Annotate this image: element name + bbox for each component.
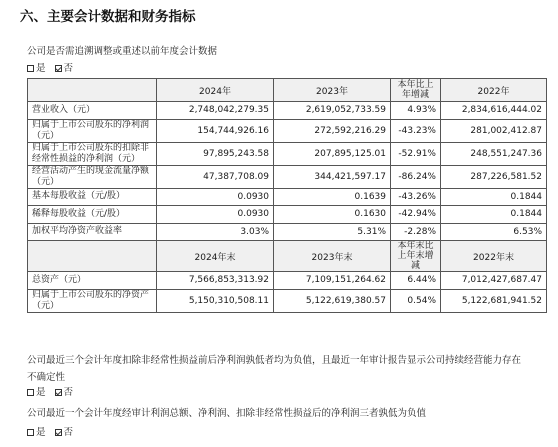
table-header-row	[28, 241, 547, 272]
checkbox-checked-icon[interactable]	[55, 65, 62, 72]
table-cell: 7,109,151,264.62	[274, 272, 391, 290]
table-cell: 5,122,681,941.52	[441, 289, 547, 312]
table-header-cell: 2022年末	[441, 241, 547, 272]
table-row	[28, 206, 547, 224]
row-label: 经营活动产生的现金流量净额（元）	[28, 165, 157, 188]
checkbox-unchecked-icon[interactable]	[27, 389, 34, 396]
table-cell: 4.93%	[391, 102, 441, 120]
row-label: 基本每股收益（元/股）	[28, 188, 157, 206]
table-cell: 2,748,042,279.35	[157, 102, 274, 120]
table-header-cell	[28, 79, 157, 102]
option-no[interactable]: 否	[55, 63, 74, 74]
table-cell: 6.53%	[441, 223, 547, 241]
negative-profit-note: 公司最近一个会计年度经审计利润总额、净利润、扣除非经常性损益后的净利润三者孰低为负值	[27, 408, 427, 419]
table-header-cell: 本年末比上年末增减	[391, 241, 441, 272]
table-cell: 0.1844	[441, 206, 547, 224]
row-label: 营业收入（元）	[28, 102, 157, 120]
option-yes[interactable]: 是	[27, 427, 46, 438]
table-cell: -42.94%	[391, 206, 441, 224]
negative-profit-options	[27, 424, 79, 438]
table-cell: -2.28%	[391, 223, 441, 241]
table-header-cell: 2024年	[157, 79, 274, 102]
table-header-cell: 2023年末	[274, 241, 391, 272]
option-no[interactable]: 否	[55, 427, 74, 438]
table-cell: 97,895,243.58	[157, 142, 274, 165]
table-cell: 0.0930	[157, 188, 274, 206]
table-header-cell: 2022年	[441, 79, 547, 102]
row-label: 归属于上市公司股东的扣除非经常性损益的净利润（元）	[28, 142, 157, 165]
table-cell: 0.1844	[441, 188, 547, 206]
table-cell: 287,226,581.52	[441, 165, 547, 188]
table-cell: -52.91%	[391, 142, 441, 165]
section-heading: 六、主要会计数据和财务指标	[20, 9, 196, 25]
table-row	[28, 102, 547, 120]
table-row	[28, 289, 547, 312]
table-cell: 3.03%	[157, 223, 274, 241]
table-row	[28, 165, 547, 188]
table-cell: 344,421,597.17	[274, 165, 391, 188]
table-cell: 281,002,412.87	[441, 119, 547, 142]
table-cell: 6.44%	[391, 272, 441, 290]
table-header-cell: 2023年	[274, 79, 391, 102]
checkbox-checked-icon[interactable]	[55, 389, 62, 396]
table-cell: 0.1630	[274, 206, 391, 224]
table-row	[28, 188, 547, 206]
table-row	[28, 119, 547, 142]
checkbox-unchecked-icon[interactable]	[27, 65, 34, 72]
financial-data-table	[27, 78, 547, 313]
row-label: 归属于上市公司股东的净利润（元）	[28, 119, 157, 142]
option-no[interactable]: 否	[55, 387, 74, 398]
table-header-row	[28, 79, 547, 102]
table-row	[28, 223, 547, 241]
row-label: 总资产（元）	[28, 272, 157, 290]
checkbox-unchecked-icon[interactable]	[27, 429, 34, 436]
table-cell: -43.26%	[391, 188, 441, 206]
table-cell: 47,387,708.09	[157, 165, 274, 188]
table-cell: 0.0930	[157, 206, 274, 224]
table-cell: 0.1639	[274, 188, 391, 206]
going-concern-options	[27, 384, 79, 398]
option-yes[interactable]: 是	[27, 387, 46, 398]
table-header-cell: 本年比上年增减	[391, 79, 441, 102]
table-cell: -43.23%	[391, 119, 441, 142]
row-label: 稀释每股收益（元/股）	[28, 206, 157, 224]
retro-question: 公司是否需追溯调整或重述以前年度会计数据	[27, 46, 218, 57]
row-label: 归属于上市公司股东的净资产（元）	[28, 289, 157, 312]
table-cell: 154,744,926.16	[157, 119, 274, 142]
table-cell: 5.31%	[274, 223, 391, 241]
table-cell: 272,592,216.29	[274, 119, 391, 142]
table-row	[28, 142, 547, 165]
table-header-cell	[28, 241, 157, 272]
table-row	[28, 272, 547, 290]
table-header-cell: 2024年末	[157, 241, 274, 272]
retro-options	[27, 60, 79, 74]
option-yes[interactable]: 是	[27, 63, 46, 74]
table-cell: 2,619,052,733.59	[274, 102, 391, 120]
table-cell: 248,551,247.36	[441, 142, 547, 165]
table-cell: 5,122,619,380.57	[274, 289, 391, 312]
table-cell: 0.54%	[391, 289, 441, 312]
table-cell: 7,012,427,687.47	[441, 272, 547, 290]
table-cell: 7,566,853,313.92	[157, 272, 274, 290]
table-cell: -86.24%	[391, 165, 441, 188]
going-concern-note: 公司最近三个会计年度扣除非经常性损益前后净利润孰低者均为负值，且最近一年审计报告显示公司持续经营能力存在 不确定性	[27, 355, 522, 383]
table-cell: 2,834,616,444.02	[441, 102, 547, 120]
table-cell: 5,150,310,508.11	[157, 289, 274, 312]
row-label: 加权平均净资产收益率	[28, 223, 157, 241]
table-cell: 207,895,125.01	[274, 142, 391, 165]
checkbox-checked-icon[interactable]	[55, 429, 62, 436]
